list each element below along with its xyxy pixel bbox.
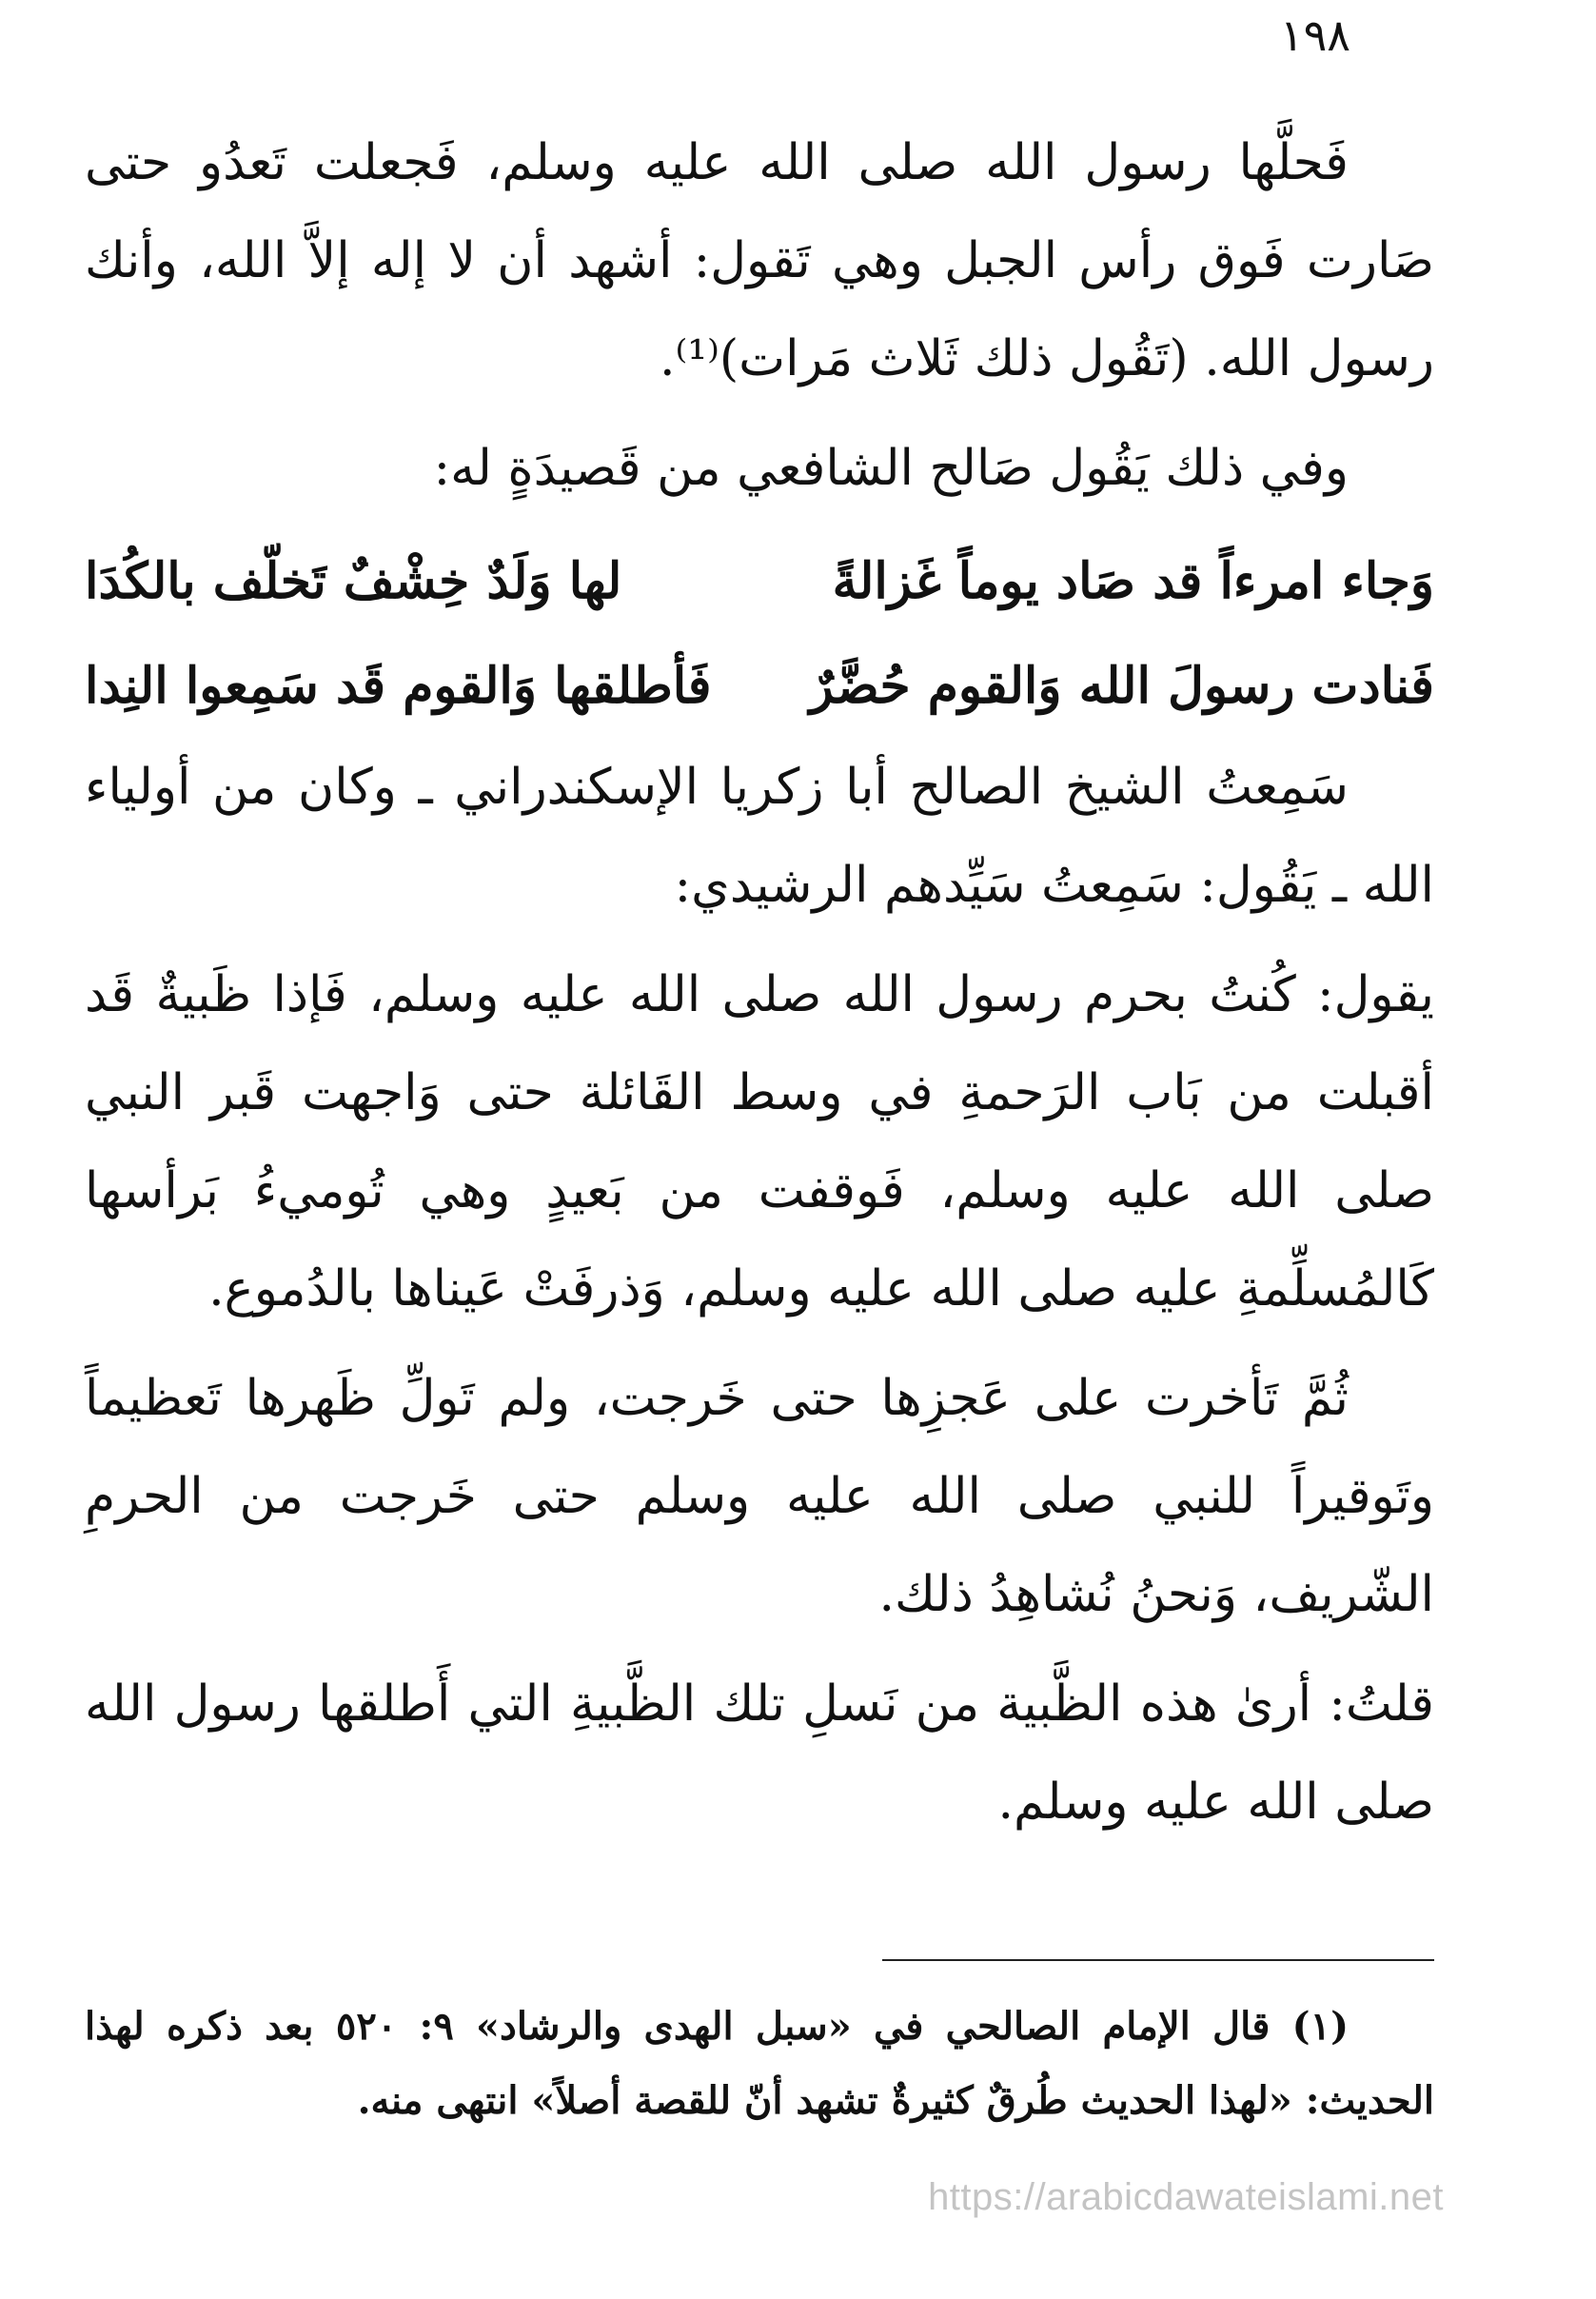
- paragraph-gazelle-departure: ثُمَّ تَأخرت على عَجزِها حتى خَرجت، ولم تَولِّ ظَهرها تَعظيماً وتَوقيراً للنبي صلى الله عليه وسلم حتى خَرجت من الحرمِ الشّريف، وَنحنُ نُشاهِدُ ذلك.: [85, 1370, 1434, 1623]
- verse-line: [85, 634, 1434, 739]
- verse-second-hemistich: فَأطلقها وَالقوم قَد سَمِعوا النِدا: [85, 657, 712, 715]
- page-number: ١٩٨: [1279, 10, 1350, 61]
- watermark-url: https://arabicdawateislami.net: [928, 2176, 1444, 2218]
- paragraph-gazelle-visit: يقول: كُنتُ بحرم رسول الله صلى الله عليه وسلم، فَإذا ظَبيةٌ قَد أقبلت من بَاب الرَحمةِ في وسط القَائلة حتى وَاجهت قَبر النبي صلى الله عليه وسلم، فَوقفت من بَعيدٍ وهي تُوميءُ بَرأسها كَالمُسلِّمةِ عليه صلى الله عليه وسلم، وَذرفَتْ عَيناها بالدُموع.: [85, 966, 1434, 1318]
- footnote: [85, 1990, 1434, 2138]
- paragraph-author-comment: قلتُ: أرىٰ هذه الظَّبية من نَسلِ تلك الظَّبيةِ التي أَطلقها رسول الله صلى الله عليه وسلم.: [85, 1675, 1434, 1831]
- footnote-divider: [882, 1959, 1434, 1961]
- paragraph-gazelle-release: فَحلَّها رسول الله صلى الله عليه وسلم، فَجعلت تَعدُو حتى صَارت فَوق رأس الجبل وهي تَقول: أشهد أن لا إله إلاَّ الله، وأنك رسول الله. (تَقُول ذلك ثَلاث مَرات)⁽¹⁾.: [85, 134, 1434, 387]
- verse-second-hemistich: لها وَلَدٌ خِشْفٌ تَخلّف بالكُدَا: [85, 552, 622, 610]
- verse-first-hemistich: وَجاء امرءاً قد صَاد يوماً غَزالةً: [832, 552, 1434, 610]
- verse-line: [85, 529, 1434, 634]
- page-body: [85, 114, 1434, 1863]
- footnote-text: (١) قال الإمام الصالحي في «سبل الهدى والرشاد» ٩: ٥٢٠ بعد ذكره لهذا الحديث: «لهذا الحديث طُرقٌ كثيرةٌ تشهد أنّ للقصة أصلاً» انتهى منه.: [85, 2004, 1434, 2123]
- paragraph-narration-chain: سَمِعتُ الشيخ الصالح أبا زكريا الإسكندراني ـ وكان من أولياء الله ـ يَقُول: سَمِعتُ سَيِّدهم الرشيدي:: [85, 759, 1434, 914]
- paragraph-poem-intro: وفي ذلك يَقُول صَالح الشافعي من قَصيدَةٍ له:: [433, 440, 1349, 497]
- verse-first-hemistich: فَنادت رسولَ الله وَالقوم حُضَّرٌ: [809, 657, 1434, 715]
